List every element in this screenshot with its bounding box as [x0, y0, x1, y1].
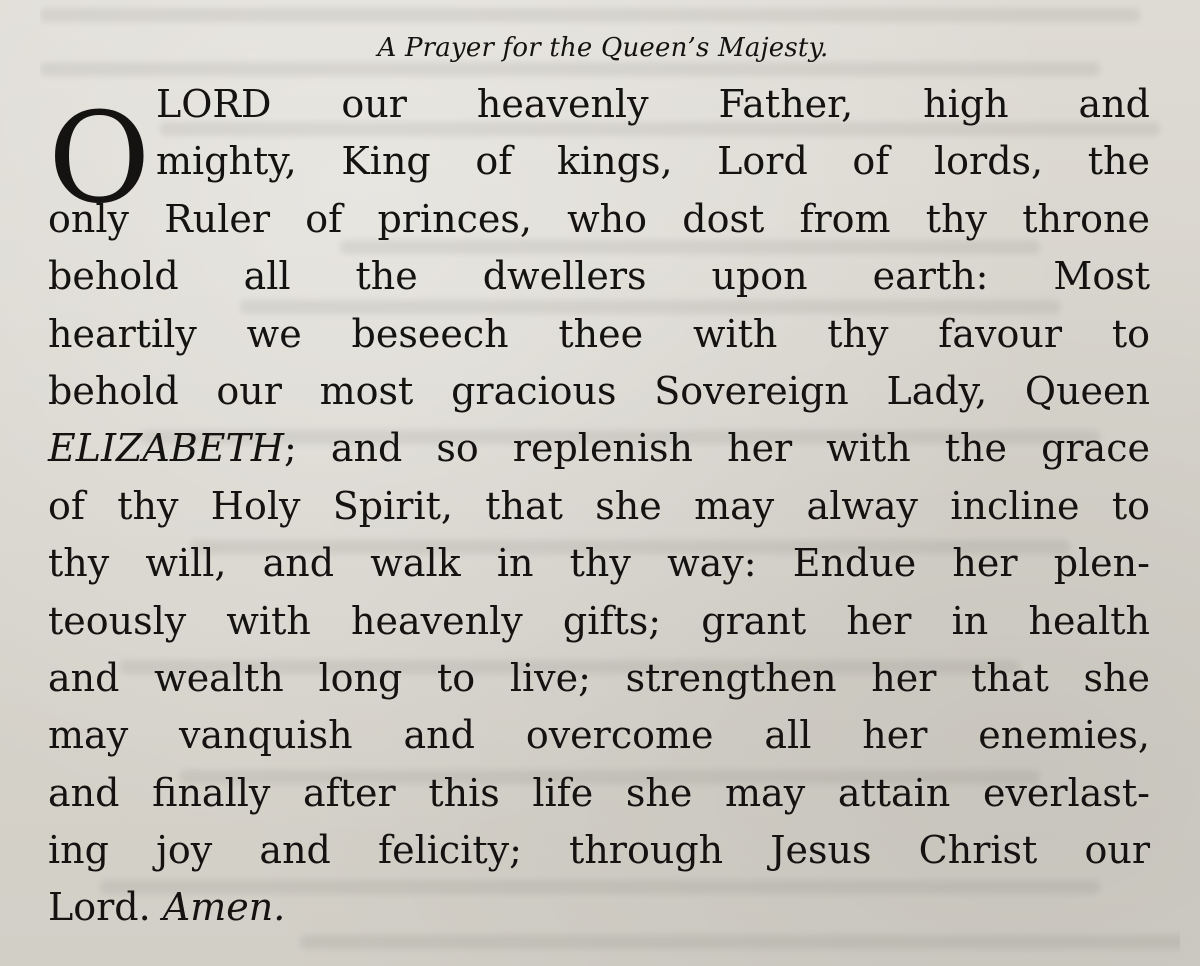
text-line: ing joy and felicity; through Jesus Christ our [48, 828, 1150, 873]
queen-name: ELIZABETH [48, 426, 284, 471]
text-line-final [48, 879, 1150, 936]
text-line: LORD our heavenly Father, high and [156, 82, 1150, 126]
text-line-with-name [48, 420, 1150, 477]
text-line: teously with heavenly gifts; grant her in health [48, 598, 1150, 643]
text-line: of thy Holy Spirit, that she may alway incline to [48, 483, 1150, 528]
text-line: may vanquish and overcome all her enemies, [48, 713, 1150, 758]
text-line: mighty, King of kings, Lord of lords, the [156, 139, 1150, 184]
prayer-text [48, 20, 1150, 937]
text-line: and finally after this life she may attain everlast- [48, 770, 1150, 815]
text-line: behold our most gracious Sovereign Lady, Queen [48, 368, 1150, 413]
text-line: and wealth long to live; strengthen her that she [48, 655, 1150, 700]
text-line-rest: ; and so replenish her with the grace [283, 426, 1150, 471]
amen-text: Amen. [162, 885, 286, 930]
text-line: behold all the dwellers upon earth: Most [48, 254, 1150, 299]
text-line: heartily we beseech thee with thy favour to [48, 311, 1150, 356]
drop-cap-letter: O [48, 86, 151, 231]
text-line-end: Lord. [48, 885, 151, 930]
prayer-title: A Prayer for the Queen’s Majesty. [377, 33, 829, 63]
text-line: thy will, and walk in thy way: Endue her plen- [48, 541, 1150, 586]
text-line: only Ruler of princes, who dost from thy throne [48, 196, 1150, 241]
